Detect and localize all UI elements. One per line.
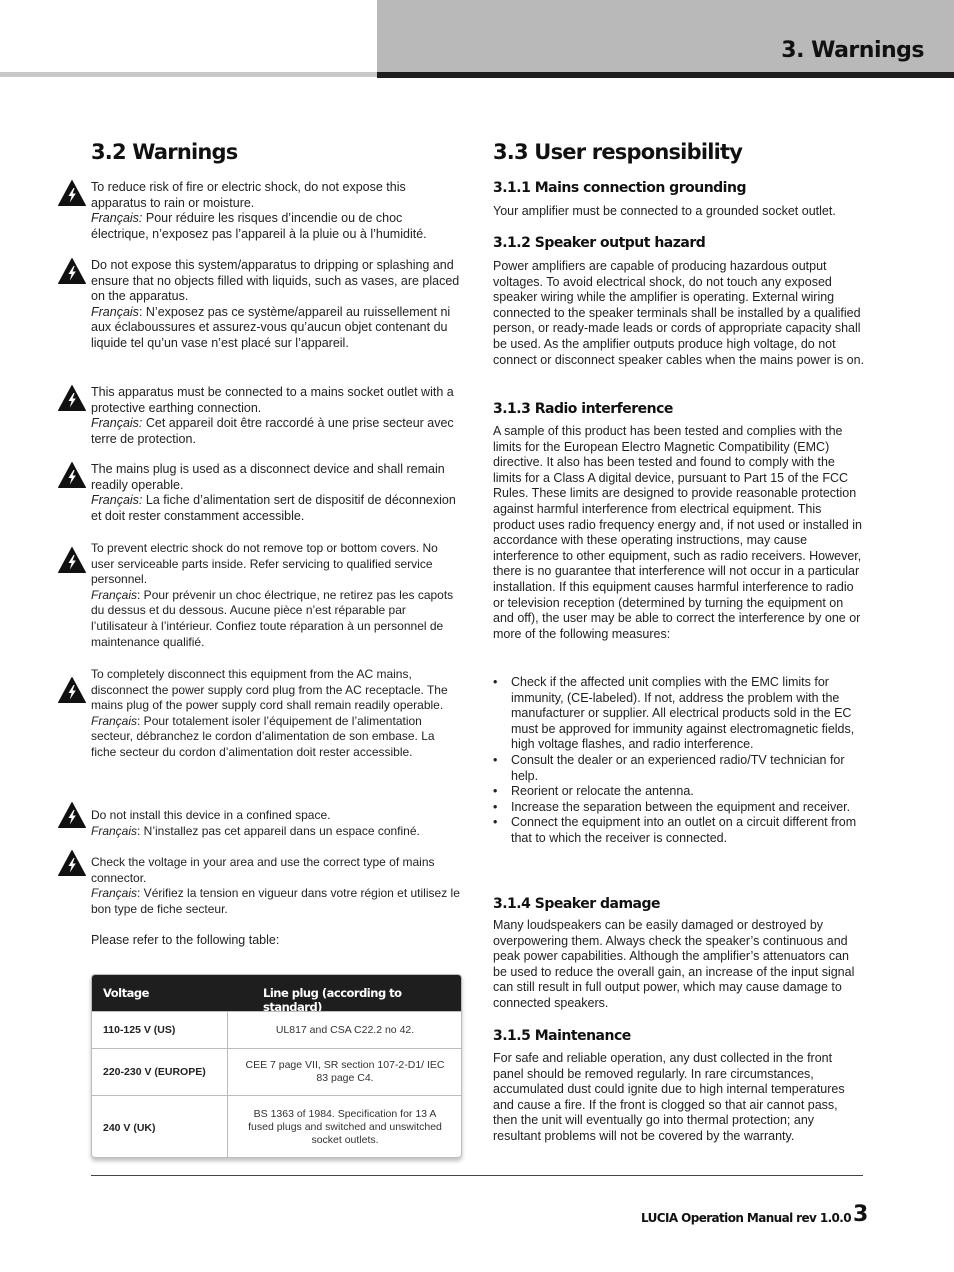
warning-text: [91, 258, 463, 352]
table-note: Please refer to the following table:: [91, 933, 280, 947]
warning-text: [91, 541, 463, 650]
radio-body: A sample of this product has been tested and complies with the limits for the European Electro Magnetic Compatibility (EMC) directive. It also has been tested and found to comply with the limits for a Class A digital device, pursuant to Part 15 of the FCC Rules. These limits are designed to provide reasonable protection against harmful interference from electrical equipment. This product uses radio frequency energy and, if not used or installed in accordance with these operating instructions, may cause interference to other equipment, such as radio receivers. However, there is no guarantee that interference will not occur in a particular installation. If this equipment causes harmful interference to radio or television reception (determined by turning the equipment on and off), the user may be able to correct the interference by one or more of the following measures:: [493, 424, 862, 641]
french-label: Français:: [91, 493, 143, 508]
header-rule-dark: [377, 72, 954, 78]
speaker-output-body: Power amplifiers are capable of producing hazardous output voltages. To avoid electrical shock, do not touch any exposed speaker wiring while the amplifier is operating. External wiring connected to the speaker terminals shall be installed by a qualified person, or ready-made leads or cords of appropriate capacity shall be used. As the amplifier outputs produce high voltage, do not connect or disconnect speaker cables when the mains power is on.: [493, 259, 865, 367]
french-text: La fiche d’alimentation sert de dispositif de déconnexion et doit rester constamment accessible.: [91, 493, 456, 523]
plug-cell: UL817 and CSA C22.2 no 42.: [275, 1023, 415, 1036]
french-label: Français: [91, 823, 138, 838]
warning-french: [91, 416, 463, 447]
french-label: Français:: [91, 211, 143, 226]
warning-english: To reduce risk of fire or electric shock, do not expose this apparatus to rain or moisture.: [91, 180, 406, 210]
warning-english: To prevent electric shock do not remove top or bottom covers. No user serviceable parts inside. Refer servicing to qualified service personnel.: [91, 541, 438, 587]
french-text: Pour réduire les risques d’incendie ou de choc électrique, n’exposez pas l’appareil à la pluie ou à l’humidité.: [91, 211, 427, 241]
grounding-title: 3.1.1 Mains connection grounding: [493, 180, 746, 196]
maintenance-body: For safe and reliable operation, any dust collected in the front panel should be removed regularly. In rare circumstances, accumulated dust could ignite due to high internal temperatures and cause a fire. If the front is clogged so that air cannot pass, then the unit will eventually go into thermal protection; any resultant problems will not be covered by the warranty.: [493, 1051, 845, 1143]
speaker-output-title: 3.1.2 Speaker output hazard: [493, 235, 706, 251]
french-label: Français: [91, 886, 138, 901]
header-voltage: Voltage: [103, 986, 149, 1000]
warning-french: [91, 824, 463, 840]
french-text: : N’exposez pas ce système/appareil au ruissellement ni aux éclaboussures et assurez-vous qu’aucun objet contenant du liquide tel qu’un vase n’est placé sur l’appareil.: [91, 304, 451, 350]
grounding-body: Your amplifier must be connected to a grounded socket outlet.: [493, 204, 836, 218]
electric-hazard-icon: [58, 850, 86, 876]
warnings-heading: 3.2 Warnings: [91, 140, 238, 164]
manual-name: LUCIA Operation Manual rev 1.0.0: [641, 1211, 851, 1225]
warning-french: [91, 305, 463, 352]
plug-cell: CEE 7 page VII, SR section 107-2-D1/ IEC 83 page C4.: [245, 1059, 445, 1084]
warning-english: To completely disconnect this equipment from the AC mains, disconnect the power supply cord plug from the AC receptacle. The mains plug of the power supply cord shall remain readily operable.: [91, 667, 448, 713]
warning-french: [91, 714, 463, 761]
warning-english: This apparatus must be connected to a mains socket outlet with a protective earthing connection.: [91, 385, 454, 415]
electric-hazard-icon: [58, 385, 86, 411]
page-number: 3: [853, 1202, 869, 1227]
warning-text: [91, 667, 463, 761]
warning-text: [91, 808, 463, 839]
warning-french: [91, 886, 463, 917]
speaker-damage-title: 3.1.4 Speaker damage: [493, 896, 661, 912]
user-responsibility-heading: 3.3 User responsibility: [493, 140, 743, 164]
french-text: : Pour prévenir un choc électrique, ne retirez pas les capots du dessus et du dessous. Aucune pièce n’est réparable par l’utilisateur à l’intérieur. Confiez toute réparation à un personnel de maintenance qualifié.: [91, 587, 454, 649]
list-item: • Connect the equipment into an outlet on a circuit different from that to which the receiver is connected.: [493, 815, 865, 846]
maintenance-title: 3.1.5 Maintenance: [493, 1028, 631, 1044]
header-rule-light: [0, 72, 377, 77]
electric-hazard-icon: [58, 802, 86, 828]
french-text: : Vérifiez la tension en vigueur dans votre région et utilisez le bon type de fiche secteur.: [91, 886, 460, 916]
french-label: Français: [91, 304, 139, 319]
electric-hazard-icon: [58, 677, 86, 703]
list-item: • Increase the separation between the equipment and receiver.: [493, 800, 865, 816]
voltage-cell: 220-230 V (EUROPE): [92, 1049, 228, 1095]
french-label: Français: [91, 713, 138, 728]
warning-french: [91, 588, 463, 650]
voltage-cell: 110-125 V (US): [92, 1012, 228, 1048]
electric-hazard-icon: [58, 258, 86, 284]
list-item: • Consult the dealer or an experienced radio/TV technician for help.: [493, 753, 865, 784]
table-row: [92, 1095, 461, 1158]
table-header: [92, 975, 461, 1014]
radio-measures-list: [493, 675, 865, 847]
french-label: Français: [91, 587, 138, 602]
warning-french: [91, 211, 463, 242]
warning-text: [91, 855, 463, 917]
warning-english: The mains plug is used as a disconnect device and shall remain readily operable.: [91, 462, 445, 492]
warning-text: [91, 180, 463, 242]
electric-hazard-icon: [58, 547, 86, 573]
french-text: : N’installez pas cet appareil dans un espace confiné.: [137, 823, 420, 838]
warning-english: Do not install this device in a confined space.: [91, 808, 331, 822]
warning-english: Do not expose this system/apparatus to dripping or splashing and ensure that no objects filled with liquids, such as vases, are placed on the apparatus.: [91, 258, 460, 304]
section-title: 3. Warnings: [781, 38, 924, 63]
french-text: Cet appareil doit être raccordé à une prise secteur avec terre de protection.: [91, 416, 454, 446]
table-row: [92, 1011, 461, 1048]
header-line-plug: Line plug (according to standard): [263, 986, 402, 1014]
speaker-damage-body: Many loudspeakers can be easily damaged or destroyed by overpowering them. Always check the speaker’s continuous and peak power capabilities. Although the amplifier’s attenuators can be used to reduce the overall gain, an increase of the input signal can still result in full output power, which may cause damage to connected speakers.: [493, 918, 855, 1010]
warning-french: [91, 493, 463, 524]
table-row: [92, 1048, 461, 1095]
footer-rule: [91, 1175, 863, 1176]
french-text: : Pour totalement isoler l’équipement de l’alimentation secteur, débranchez le cordon d’alimentation de son embase. La fiche secteur du cordon d’alimentation doit rester accessible.: [91, 713, 435, 759]
warning-text: [91, 462, 463, 524]
warning-english: Check the voltage in your area and use the correct type of mains connector.: [91, 855, 435, 885]
warning-text: [91, 385, 463, 447]
electric-hazard-icon: [58, 180, 86, 206]
list-item: • Reorient or relocate the antenna.: [493, 784, 865, 800]
radio-title: 3.1.3 Radio interference: [493, 401, 673, 417]
list-item: • Check if the affected unit complies with the EMC limits for immunity, (CE-labeled). If not, address the problem with the manufacturer or supplier. All electrical products sold in the EC must be approved for immunity against electromagnetic fields, high voltage flashes, and radio interference.: [493, 675, 865, 753]
voltage-cell: 240 V (UK): [92, 1096, 228, 1158]
voltage-table: [91, 974, 462, 1158]
french-label: Français:: [91, 416, 143, 431]
electric-hazard-icon: [58, 462, 86, 488]
plug-cell: BS 1363 of 1984. Specification for 13 A fused plugs and switched and unswitched socket outlets.: [248, 1108, 442, 1146]
